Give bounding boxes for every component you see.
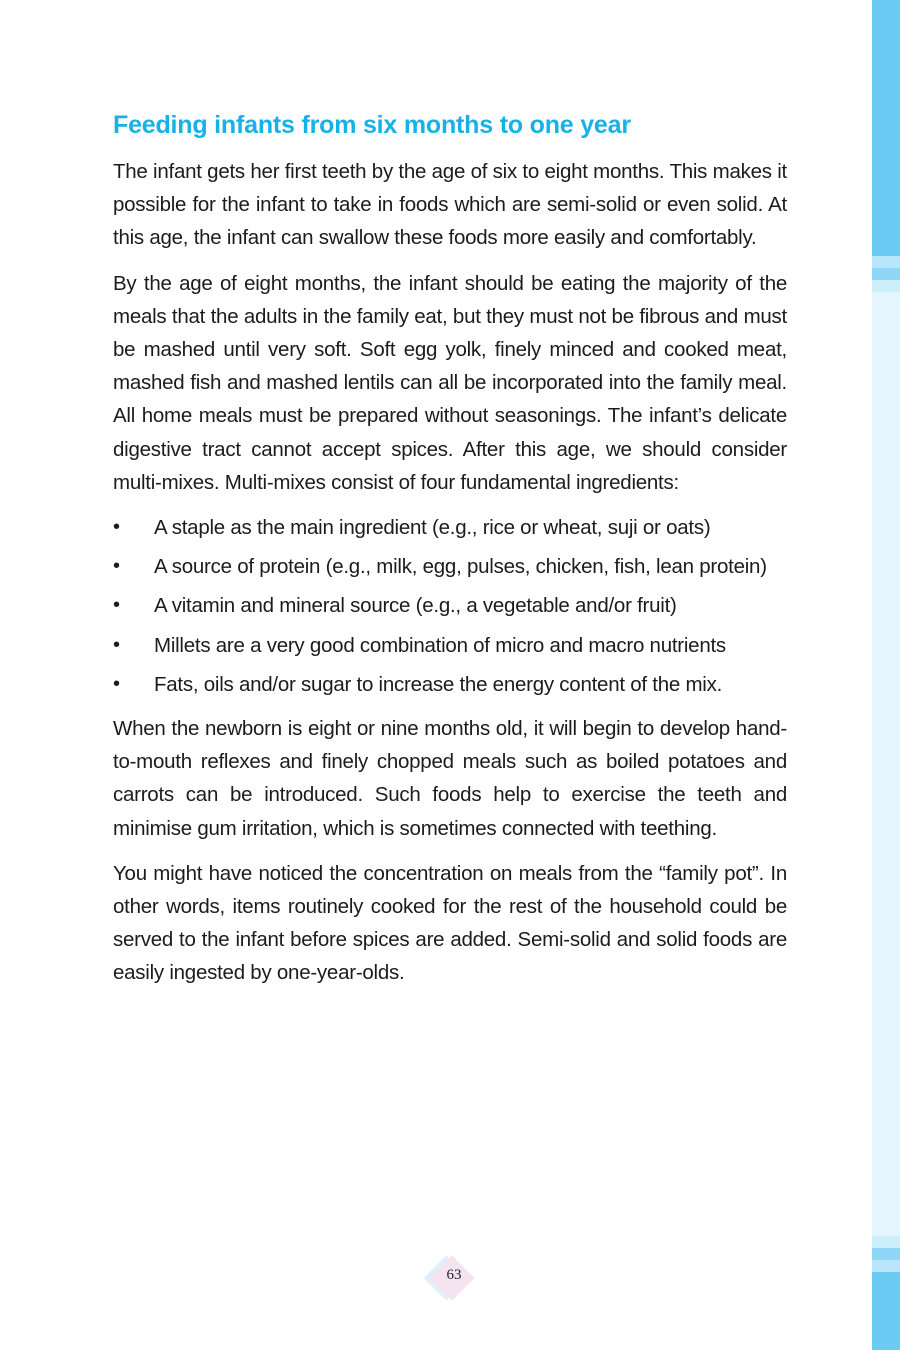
- edge-strip-top-block: [872, 0, 900, 256]
- edge-strip-bottom-block: [872, 1272, 900, 1350]
- edge-strip-pale-block: [872, 292, 900, 1236]
- list-item: [113, 668, 787, 701]
- edge-strip-band: [872, 256, 900, 268]
- paragraph: The infant gets her first teeth by the age of six to eight months. This makes it possible for the infant to take in foods which are semi-solid or even solid. At this age, the infant can swallow these foods more easily and comfortably.: [113, 160, 787, 250]
- paragraph: You might have noticed the concentration on meals from the “family pot”. In other words, items routinely cooked for the rest of the household could be served to the infant before spices are added. Semi-solid and solid foods are easily ingested by one-year-olds.: [113, 861, 787, 985]
- list-item-text: Millets are a very good combination of micro and macro nutrients: [154, 633, 726, 657]
- list-item-text: A source of protein (e.g., milk, egg, pulses, chicken, fish, lean protein): [154, 555, 767, 579]
- list-item: [113, 550, 787, 583]
- list-item-text: A vitamin and mineral source (e.g., a vegetable and/or fruit): [154, 594, 677, 618]
- page-content: [113, 108, 787, 1002]
- paragraph: When the newborn is eight or nine months old, it will begin to develop hand-to-mouth reflexes and finely chopped meals such as boiled potatoes and carrots can be introduced. Such foods help to exercise the teeth and minimise gum irritation, which is sometimes connected with teething.: [113, 717, 787, 840]
- bullet-icon: •: [113, 672, 120, 695]
- bullet-icon: •: [113, 516, 120, 539]
- edge-strip-band: [872, 280, 900, 292]
- section-heading: Feeding infants from six months to one year: [113, 111, 631, 139]
- paragraph: By the age of eight months, the infant should be eating the majority of the meals that the adults in the family eat, but they must not be fibrous and must be mashed until very soft. Soft egg yolk, finely minced and cooked meat, mashed fish and mashed lentils can all be incorporated into the family meal. All home meals must be prepared without seasonings. The infant’s delicate digestive tract cannot accept spices. After this age, we should consider multi-mixes. Multi-mixes consist of four fundamental ingredients:: [113, 271, 787, 494]
- bullet-icon: •: [113, 633, 120, 656]
- ingredient-list: [113, 511, 787, 701]
- bullet-icon: •: [113, 555, 120, 578]
- list-item-text: Fats, oils and/or sugar to increase the energy content of the mix.: [154, 672, 723, 696]
- bullet-icon: •: [113, 594, 120, 617]
- edge-strip-band: [872, 1236, 900, 1248]
- list-item: [113, 629, 787, 662]
- page-number-badge: [428, 1254, 476, 1302]
- edge-strip-band: [872, 1260, 900, 1272]
- list-item: [113, 589, 787, 622]
- list-item-text: A staple as the main ingredient (e.g., rice or wheat, suji or oats): [154, 516, 711, 540]
- edge-strip-band: [872, 1248, 900, 1260]
- edge-decoration-strip: [872, 0, 900, 1350]
- list-item: [113, 511, 787, 544]
- page-number: 63: [446, 1267, 462, 1283]
- edge-strip-band: [872, 268, 900, 280]
